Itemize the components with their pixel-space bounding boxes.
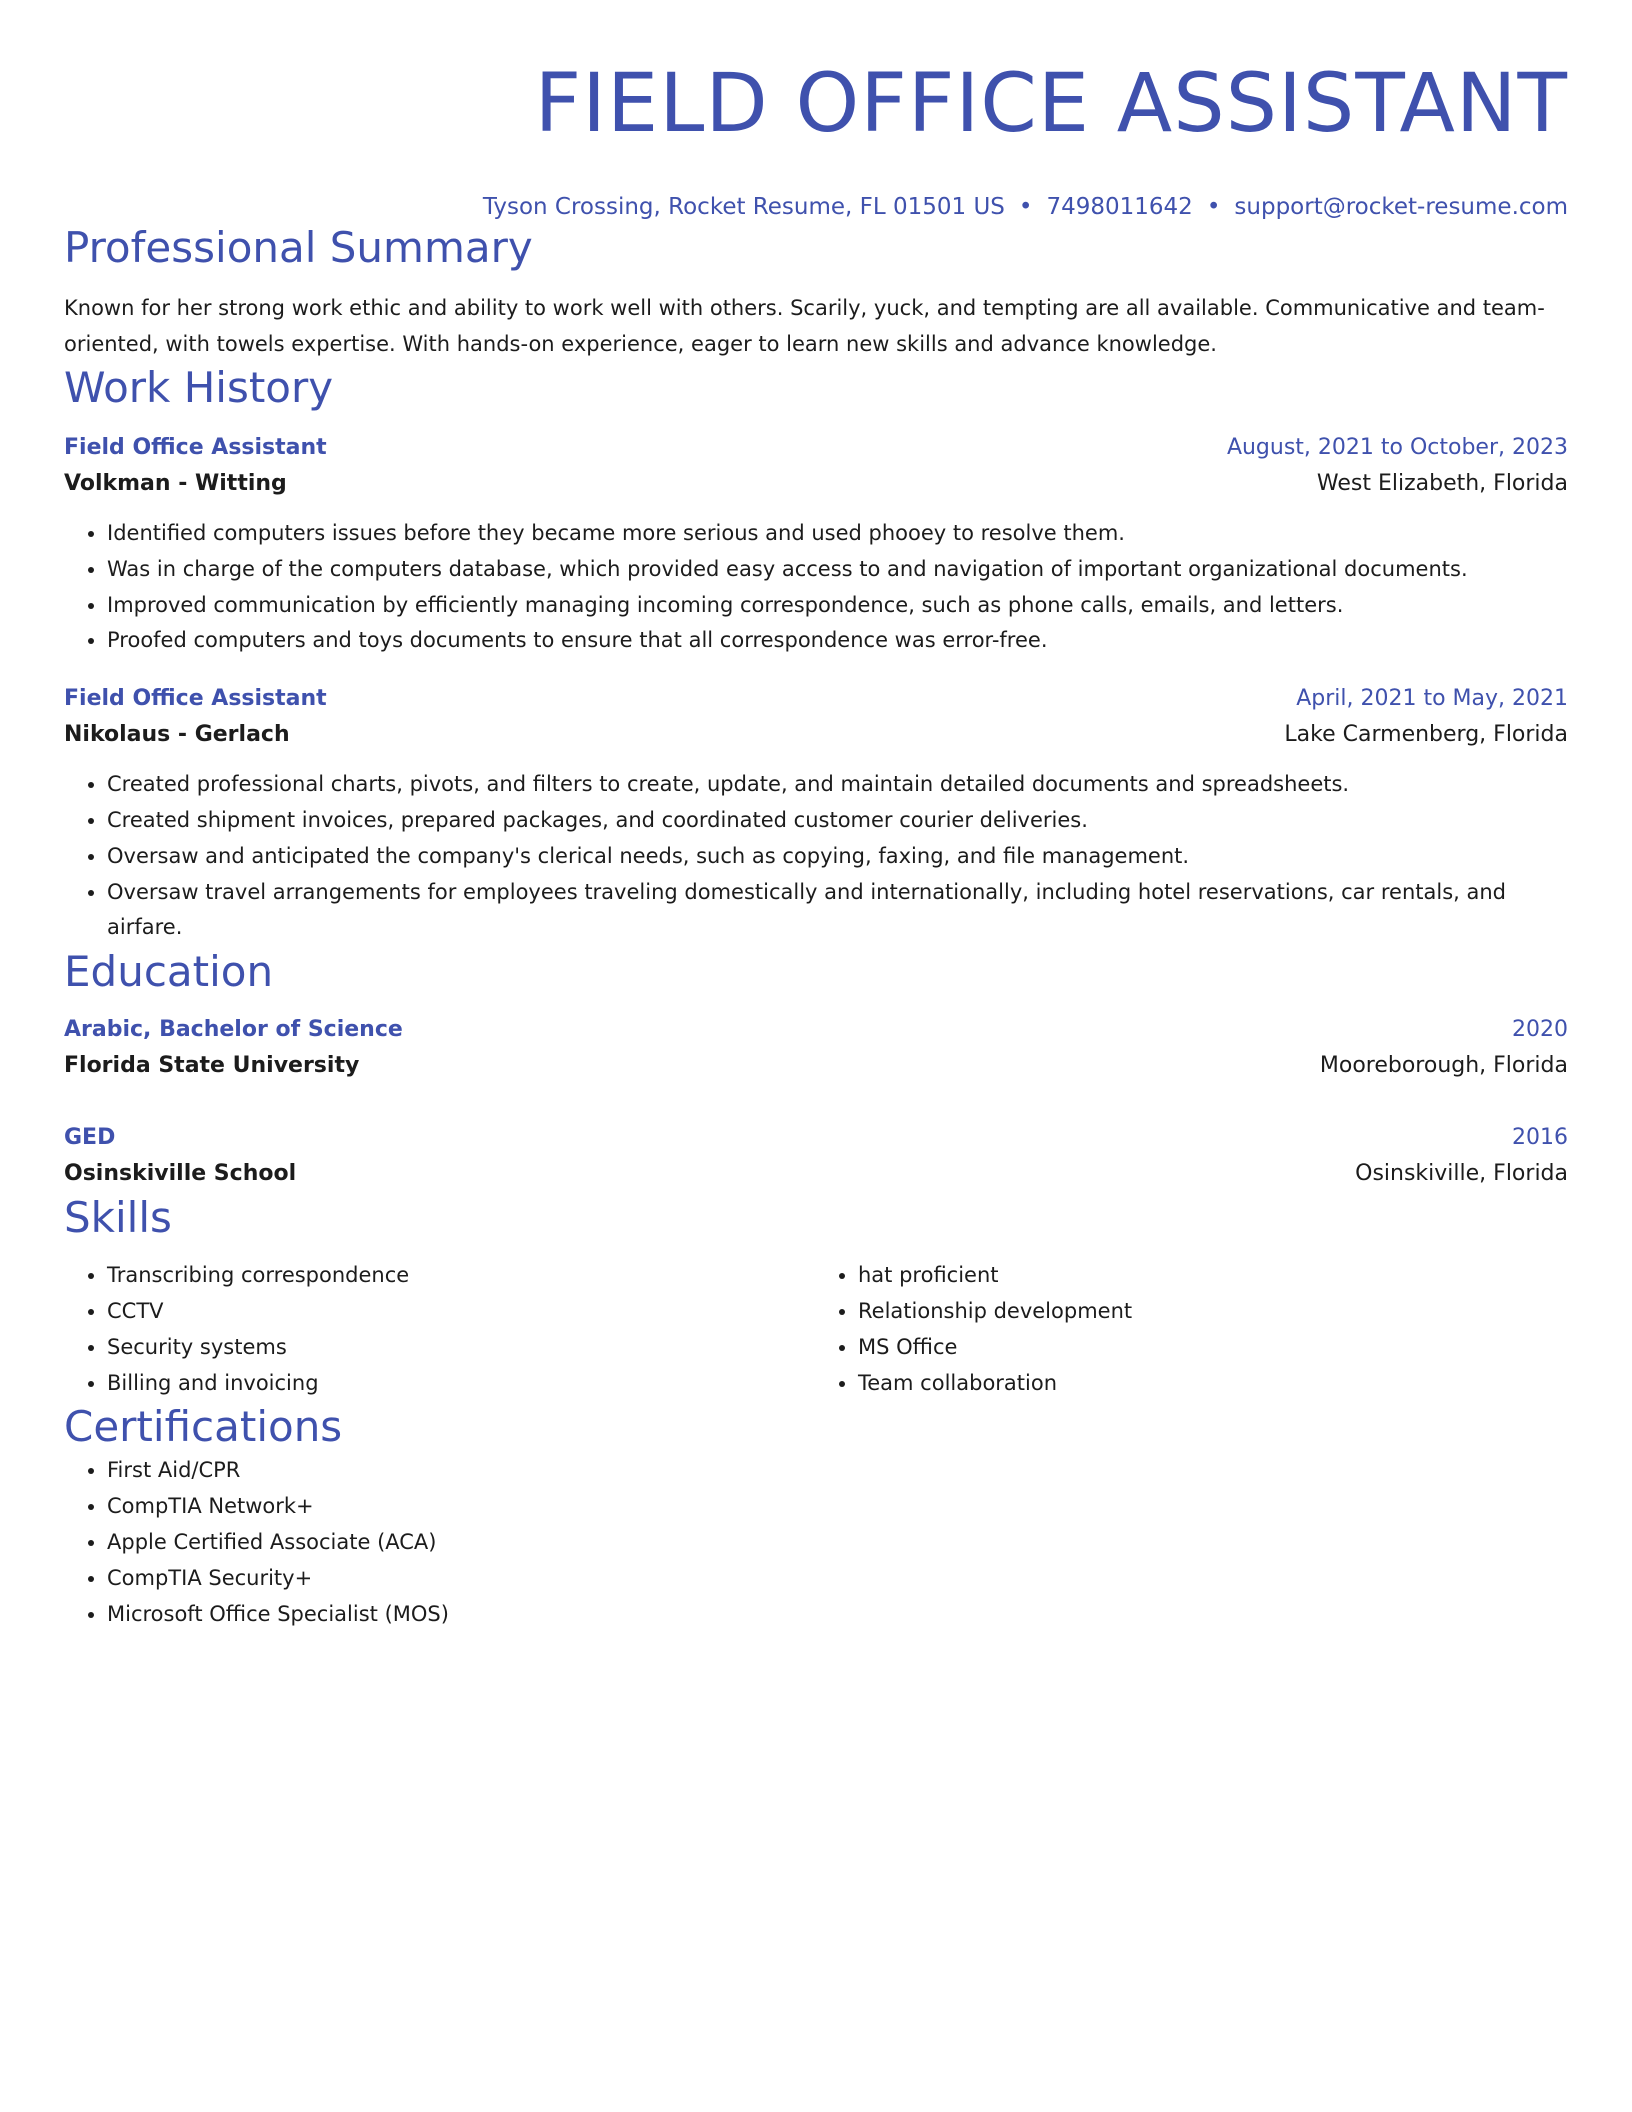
education-header-row: [64, 1120, 1568, 1156]
skills-list-left: [64, 1258, 816, 1401]
contact-separator: •: [1206, 194, 1221, 220]
job-location: West Elizabeth, Florida: [1316, 471, 1568, 496]
job-bullet: • Oversaw travel arrangements for employees traveling domestically and internationally, including hotel reservations, car rentals, and airfare.: [107, 875, 1568, 947]
job-header-row: [64, 430, 1568, 466]
job-role: Field Office Assistant: [64, 435, 327, 460]
contact-address: Tyson Crossing, Rocket Resume, FL 01501 US: [482, 194, 1005, 220]
education-entry: [64, 1120, 1568, 1192]
job-dates: August, 2021 to October, 2023: [1226, 435, 1568, 460]
contact-phone: 7498011642: [1046, 194, 1193, 220]
certification-item: • Apple Certified Associate (ACA): [107, 1525, 1568, 1561]
skill-item: • Security systems: [107, 1330, 816, 1366]
certification-item: • Microsoft Office Specialist (MOS): [107, 1597, 1568, 1633]
education-school: Osinskiville School: [64, 1161, 297, 1187]
education-location: Osinskiville, Florida: [1355, 1161, 1568, 1187]
job-entry: [64, 430, 1568, 659]
job-company: Volkman - Witting: [64, 471, 287, 496]
certification-item: • CompTIA Network+: [107, 1489, 1568, 1525]
skills-list-right: [816, 1258, 1568, 1401]
education-entry: [64, 1012, 1568, 1084]
job-company-row: [64, 466, 1568, 502]
certification-item: • First Aid/CPR: [107, 1453, 1568, 1489]
education-year: 2016: [1512, 1125, 1568, 1151]
skill-item: • CCTV: [107, 1294, 816, 1330]
job-bullet: • Proofed computers and toys documents to ensure that all correspondence was error-free.: [107, 623, 1568, 659]
skill-item: • MS Office: [858, 1330, 1568, 1366]
job-bullet: • Created shipment invoices, prepared packages, and coordinated customer courier deliveries.: [107, 803, 1568, 839]
job-bullet: • Identified computers issues before they became more serious and used phooey to resolve them.: [107, 516, 1568, 552]
education-header-row: [64, 1012, 1568, 1048]
work-history-title: Work History: [64, 363, 334, 412]
job-location: Lake Carmenberg, Florida: [1284, 722, 1568, 748]
skill-item: • hat proficient: [858, 1258, 1568, 1294]
education-degree: Arabic, Bachelor of Science: [64, 1017, 403, 1043]
summary-title: Professional Summary: [64, 223, 533, 272]
education-location: Mooreborough, Florida: [1319, 1053, 1568, 1079]
education-school-row: [64, 1156, 1568, 1192]
job-bullet: • Created professional charts, pivots, and filters to create, update, and maintain detailed documents and spreadsheets.: [107, 767, 1568, 803]
skill-item: • Team collaboration: [858, 1366, 1568, 1402]
job-dates: April, 2021 to May, 2021: [1296, 686, 1568, 712]
skill-item: • Transcribing correspondence: [107, 1258, 816, 1294]
skill-item: • Billing and invoicing: [107, 1366, 816, 1402]
certification-item: • CompTIA Security+: [107, 1561, 1568, 1597]
job-bullets: [64, 516, 1568, 659]
job-role: Field Office Assistant: [64, 686, 327, 712]
certifications-list: [64, 1453, 1568, 1632]
job-bullet: • Oversaw and anticipated the company's clerical needs, such as copying, faxing, and file management.: [107, 839, 1568, 875]
resume-name: FIELD OFFICE ASSISTANT: [534, 57, 1568, 151]
job-header-row: [64, 681, 1568, 717]
education-title: Education: [64, 947, 274, 997]
job-bullet: • Was in charge of the computers database, which provided easy access to and navigation of important organizational documents.: [107, 552, 1568, 588]
job-company: Nikolaus - Gerlach: [64, 722, 290, 748]
education-year: 2020: [1512, 1017, 1568, 1043]
contact-separator: •: [1018, 194, 1033, 220]
education-school: Florida State University: [64, 1053, 360, 1079]
skills-title: Skills: [64, 1193, 172, 1243]
skills-grid: [64, 1258, 1568, 1401]
job-entry: [64, 681, 1568, 946]
contact-line: [64, 192, 1568, 222]
summary-text: Known for her strong work ethic and ability to work well with others. Scarily, yuck, and tempting are all available. Communicative and team-oriented, with towels expertise. With hands-on experience, eager to learn new skills and advance knowledge.: [64, 296, 1545, 356]
education-degree: GED: [64, 1125, 116, 1151]
job-company-row: [64, 717, 1568, 753]
contact-email: support@rocket-resume.com: [1234, 194, 1568, 220]
certifications-title: Certifications: [64, 1402, 343, 1452]
skill-item: • Relationship development: [858, 1294, 1568, 1330]
job-bullets: [64, 767, 1568, 946]
job-bullet: • Improved communication by efficiently managing incoming correspondence, such as phone calls, emails, and letters.: [107, 588, 1568, 624]
education-school-row: [64, 1048, 1568, 1084]
